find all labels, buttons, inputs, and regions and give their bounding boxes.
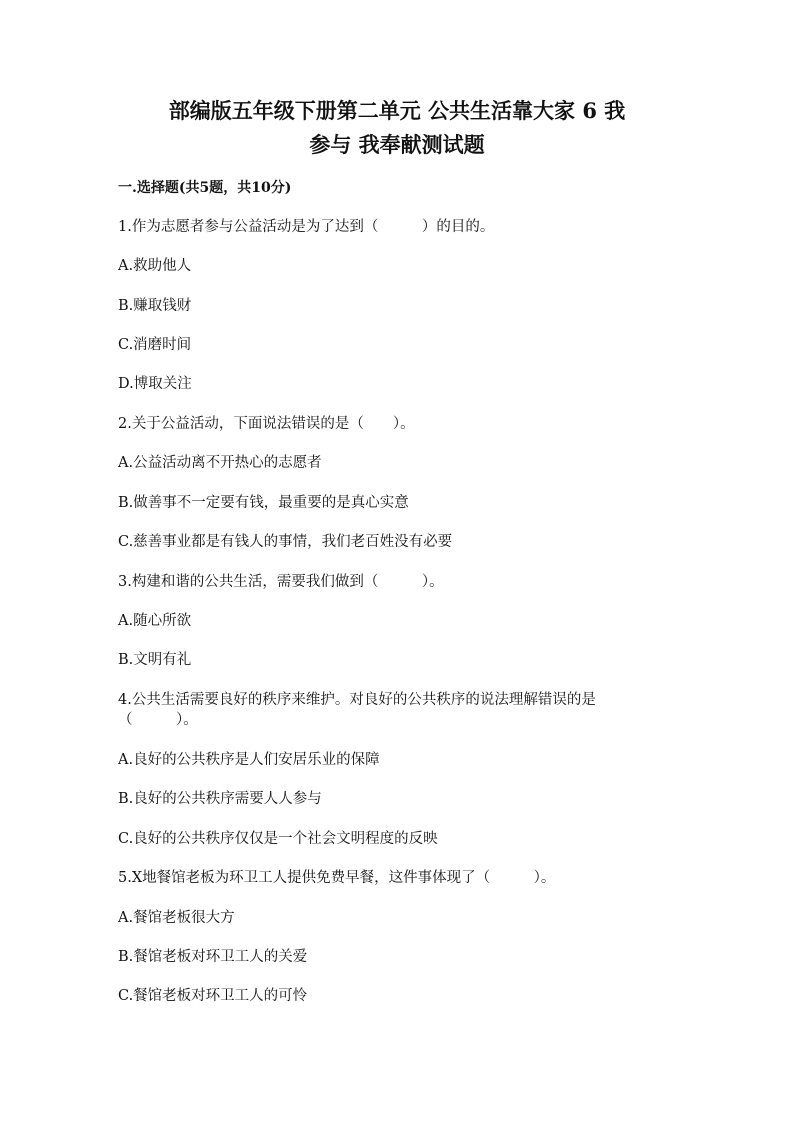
question-1-stem: 1.作为志愿者参与公益活动是为了达到（ ）的目的。 (118, 219, 495, 235)
question-3-option-b: B.文明有礼 (118, 652, 192, 668)
question-2-option-c: C.慈善事业都是有钱人的事情，我们老百姓没有必要 (118, 534, 453, 550)
question-3-option-a: A.随心所欲 (118, 613, 192, 629)
question-1-option-c: C.消磨时间 (118, 337, 192, 353)
question-4-stem-line-1: 4.公共生活需要良好的秩序来维护。对良好的公共秩序的说法理解错误的是 (118, 692, 596, 708)
question-4-option-b: B.良好的公共秩序需要人人参与 (118, 791, 322, 807)
section-heading: 一.选择题(共5题，共10分) (118, 180, 292, 196)
question-1-option-a: A.救助他人 (118, 258, 192, 274)
question-4-option-c: C.良好的公共秩序仅仅是一个社会文明程度的反映 (118, 831, 438, 847)
question-2-option-b: B.做善事不一定要有钱，最重要的是真心实意 (118, 495, 409, 511)
question-5-option-b: B.餐馆老板对环卫工人的关爱 (118, 949, 308, 965)
question-1-option-d: D.博取关注 (118, 376, 192, 392)
title-line-2: 参与 我奉献测试题 (309, 132, 485, 157)
question-2-option-a: A.公益活动离不开热心的志愿者 (118, 455, 322, 471)
question-5-stem: 5.X地餐馆老板为环卫工人提供免费早餐，这件事体现了（ ）。 (118, 870, 556, 886)
question-5-option-c: C.餐馆老板对环卫工人的可怜 (118, 988, 308, 1004)
title-line-1: 部编版五年级下册第二单元 公共生活靠大家 6 我 (168, 98, 626, 123)
question-4-stem-line-2: （ ）。 (118, 712, 198, 728)
question-1-option-b: B.赚取钱财 (118, 298, 192, 314)
question-5-option-a: A.餐馆老板很大方 (118, 910, 235, 926)
question-3-stem: 3.构建和谐的公共生活，需要我们做到（ ）。 (118, 574, 444, 590)
question-4-option-a: A.良好的公共秩序是人们安居乐业的保障 (118, 752, 380, 768)
question-2-stem: 2.关于公益活动，下面说法错误的是（ ）。 (118, 416, 415, 432)
